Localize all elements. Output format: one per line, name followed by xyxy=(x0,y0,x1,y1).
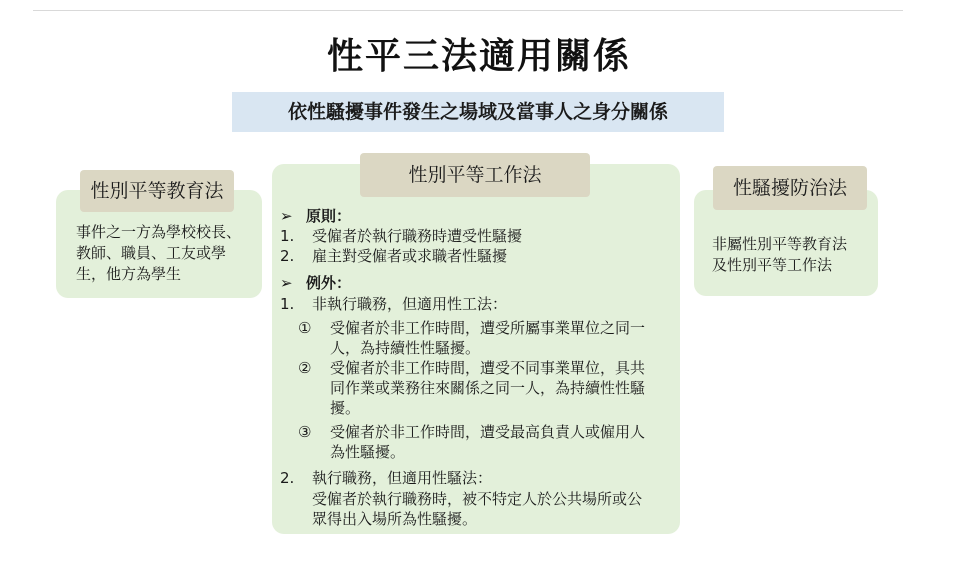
circled-number-3: ③ xyxy=(298,423,312,441)
exception-item-num: 1. xyxy=(280,295,295,313)
harassment-act-text xyxy=(712,234,872,276)
sub-item-line: 受僱者於非工作時間，遭受最高負責人或僱用人 xyxy=(330,423,646,441)
sub-item-line: 人，為持續性性騷擾。 xyxy=(330,339,481,357)
circled-number-1: ① xyxy=(298,319,312,337)
sub-item-line: 受僱者於非工作時間，遭受所屬事業單位之同一 xyxy=(330,319,646,337)
subtitle-banner: 依性騷擾事件發生之場域及當事人之身分關係 xyxy=(232,92,724,132)
sub-item-line: 擾。 xyxy=(330,399,361,417)
principle-item-text: 雇主對受僱者或求職者性騷擾 xyxy=(312,247,508,265)
principle-item-num: 2. xyxy=(280,247,295,265)
exception-item-line: 眾得出入場所為性騷擾。 xyxy=(312,510,478,528)
exception-item-num: 2. xyxy=(280,469,295,487)
education-act-line: 事件之一方為學校校長、 xyxy=(76,223,242,241)
work-act-label: 性別平等工作法 xyxy=(360,153,590,197)
arrow-bullet-icon: ➢ xyxy=(280,274,293,292)
circled-number-2: ② xyxy=(298,359,312,377)
education-act-text xyxy=(76,222,266,285)
exception-item-text: 執行職務，但適用性騷法： xyxy=(312,469,493,487)
harassment-act-line: 非屬性別平等教育法 xyxy=(712,235,848,253)
education-act-line: 教師、職員、工友或學 xyxy=(76,244,227,262)
harassment-act-label: 性騷擾防治法 xyxy=(713,166,867,210)
top-divider xyxy=(33,10,903,11)
exception-item-text: 非執行職務，但適用性工法： xyxy=(312,295,508,313)
arrow-bullet-icon: ➢ xyxy=(280,207,293,225)
sub-item-line: 受僱者於非工作時間，遭受不同事業單位，具共 xyxy=(330,359,646,377)
exception-item-line: 受僱者於執行職務時，被不特定人於公共場所或公 xyxy=(312,490,643,508)
sub-item-line: 同作業或業務往來關係之同一人，為持續性性騷 xyxy=(330,379,646,397)
education-act-line: 生，他方為學生 xyxy=(76,265,182,283)
principle-item-text: 受僱者於執行職務時遭受性騷擾 xyxy=(312,227,523,245)
principle-heading: 原則： xyxy=(306,207,352,225)
page-title: 性平三法適用關係 xyxy=(326,36,631,77)
exception-heading: 例外： xyxy=(306,274,352,292)
principle-item-num: 1. xyxy=(280,227,295,245)
education-act-label: 性別平等教育法 xyxy=(80,170,234,212)
sub-item-line: 為性騷擾。 xyxy=(330,443,406,461)
harassment-act-line: 及性別平等工作法 xyxy=(712,256,833,274)
